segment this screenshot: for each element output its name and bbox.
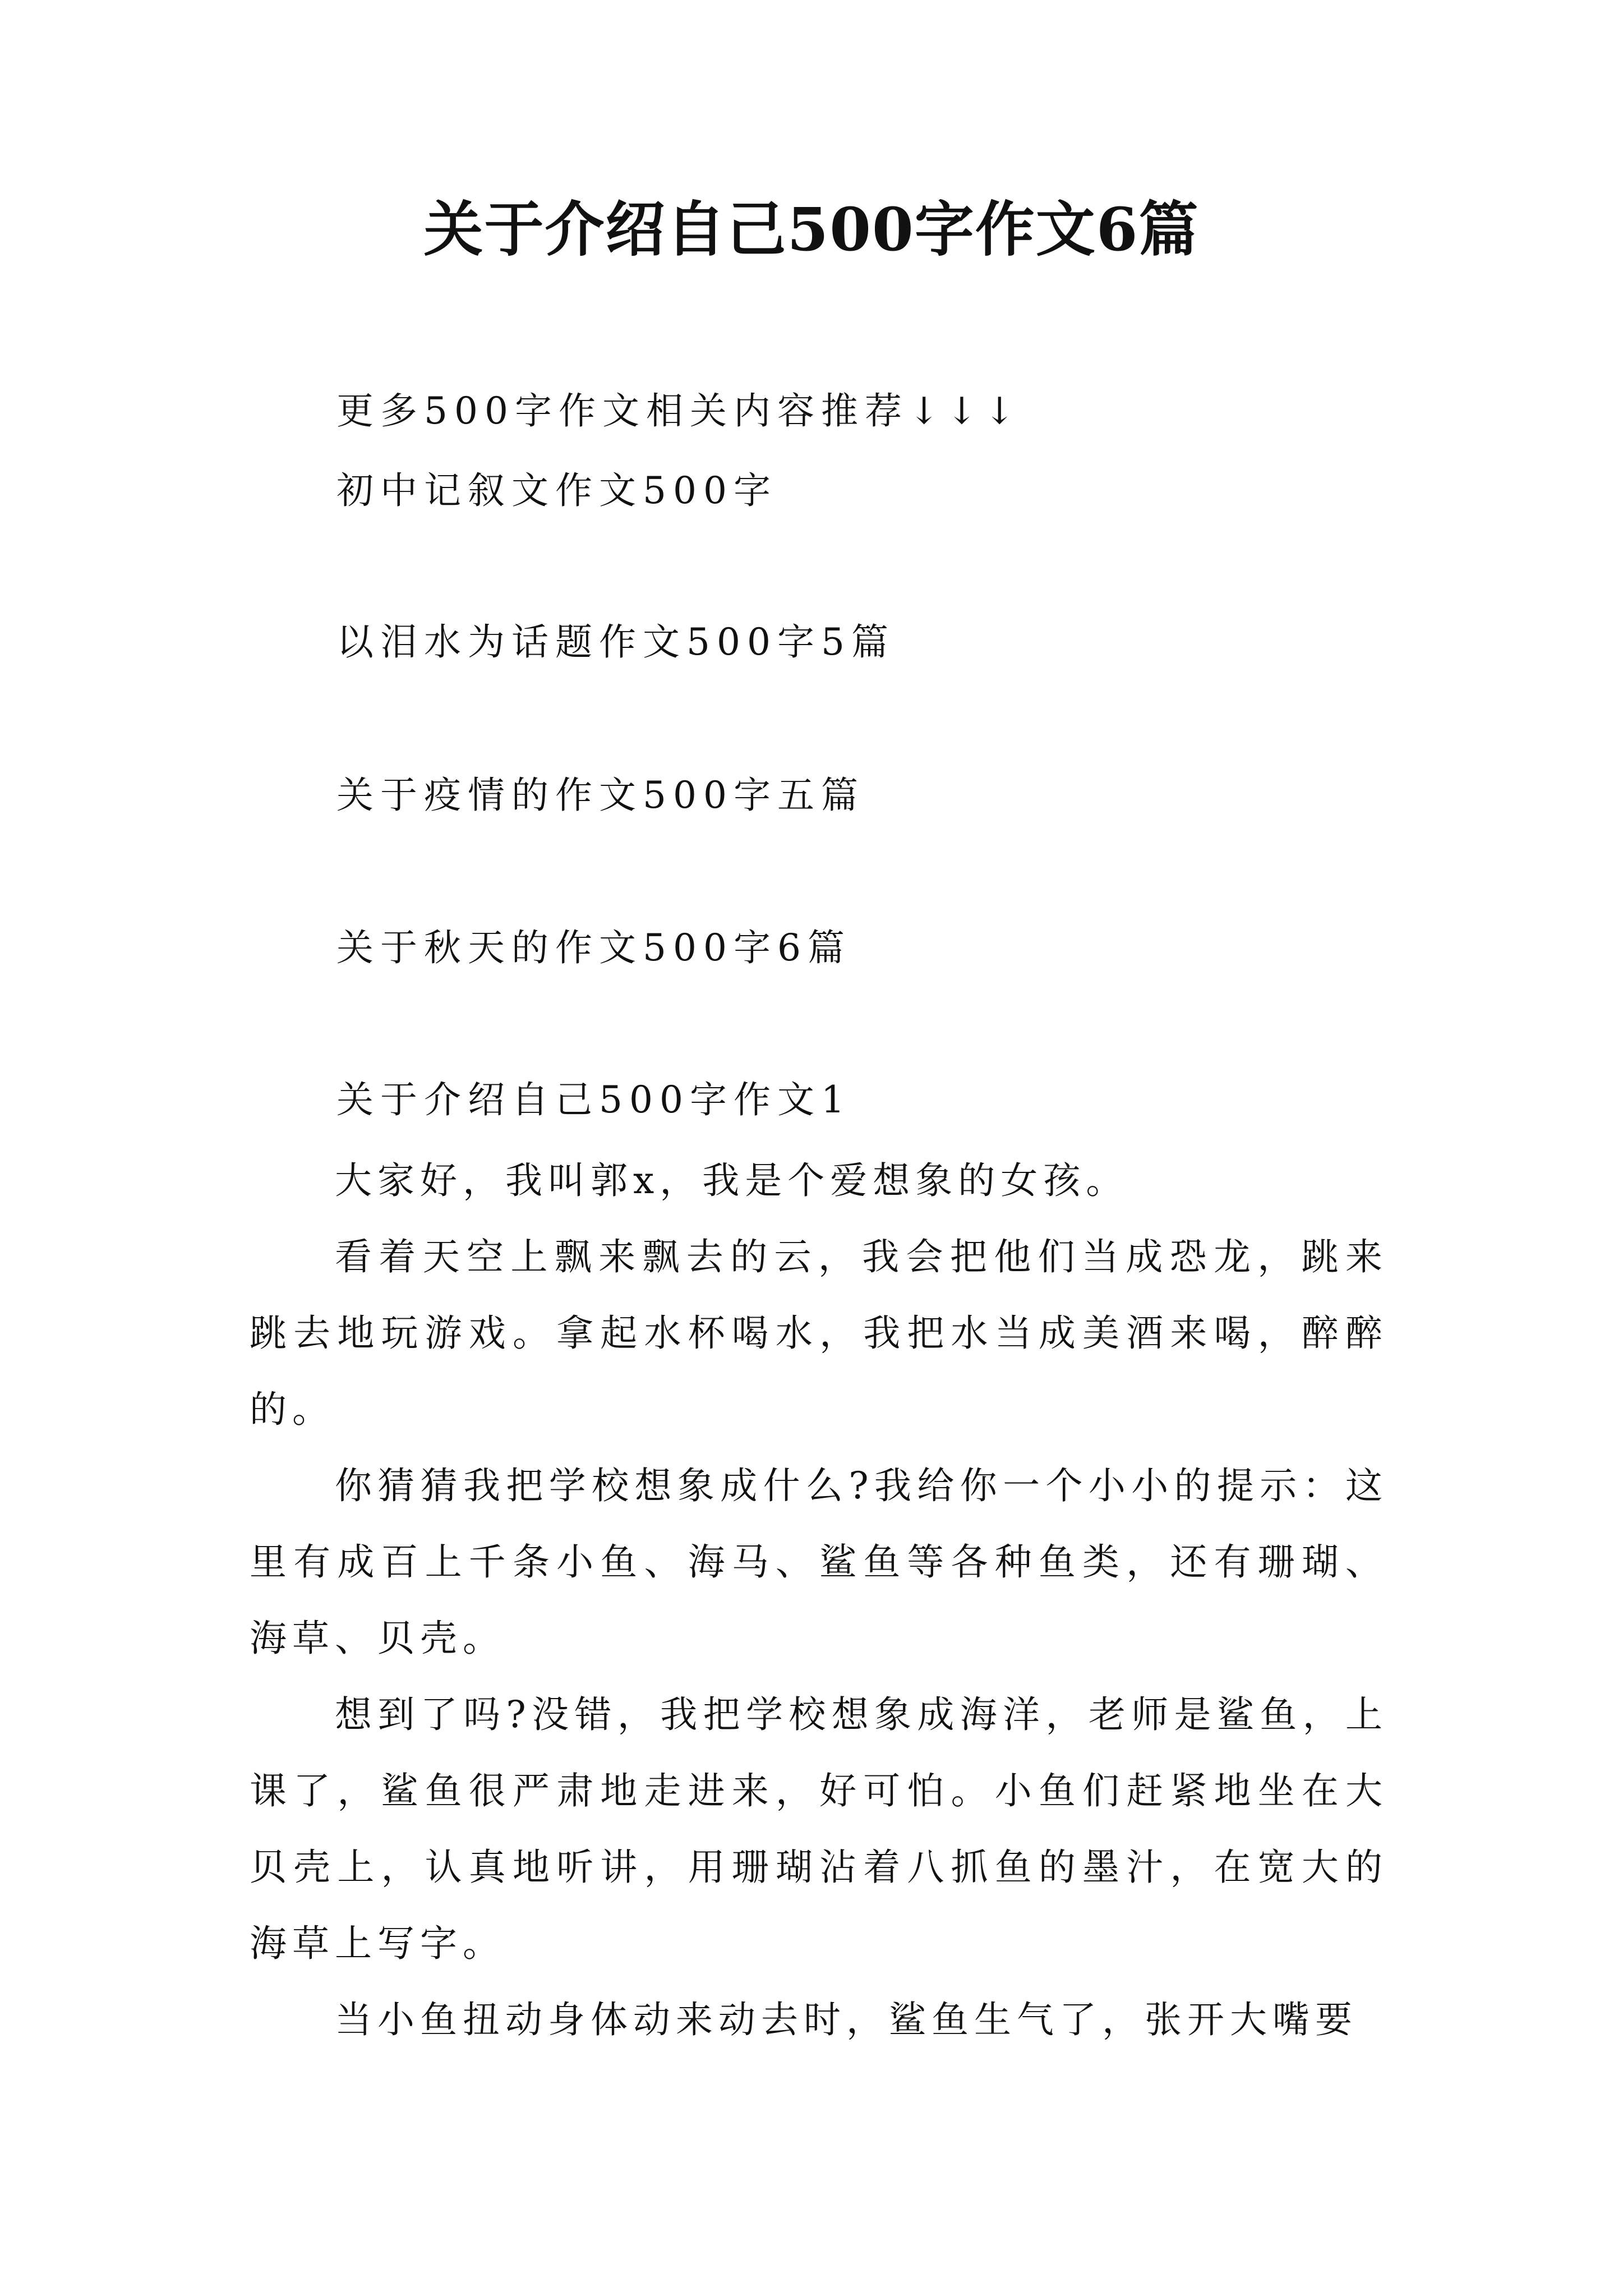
- paragraph: 看着天空上飘来飘去的云，我会把他们当成恐龙，跳来跳去地玩游戏。拿起水杯喝水，我把水当成美酒来喝，醉醉的。: [250, 1235, 1388, 1431]
- document-title: 关于介绍自己500字作文6篇: [423, 194, 1200, 264]
- recommend-link[interactable]: 以泪水为话题作文500字5篇: [336, 620, 895, 664]
- recommend-link[interactable]: 关于疫情的作文500字五篇: [336, 774, 865, 817]
- recommend-link[interactable]: 初中记叙文作文500字: [336, 469, 777, 512]
- paragraph: 当小鱼扭动身体动来动去时，鲨鱼生气了，张开大嘴要: [335, 1998, 1358, 2041]
- recommend-link[interactable]: 关于秋天的作文500字6篇: [336, 926, 851, 969]
- paragraph: 想到了吗?没错，我把学校想象成海洋，老师是鲨鱼，上课了，鲨鱼很严肃地走进来，好可怕。小鱼们赶紧地坐在大贝壳上，认真地听讲，用珊瑚沾着八抓鱼的墨汁，在宽大的海草上写字。: [250, 1693, 1388, 1965]
- recommend-header: 更多500字作文相关内容推荐↓↓↓: [336, 389, 1022, 432]
- section-heading: 关于介绍自己500字作文1: [336, 1078, 851, 1121]
- paragraph: 大家好，我叫郭x，我是个爱想象的女孩。: [335, 1159, 1129, 1202]
- paragraph: 你猜猜我把学校想象成什么?我给你一个小小的提示：这里有成百上千条小鱼、海马、鲨鱼等各种鱼类，还有珊瑚、海草、贝壳。: [250, 1464, 1388, 1660]
